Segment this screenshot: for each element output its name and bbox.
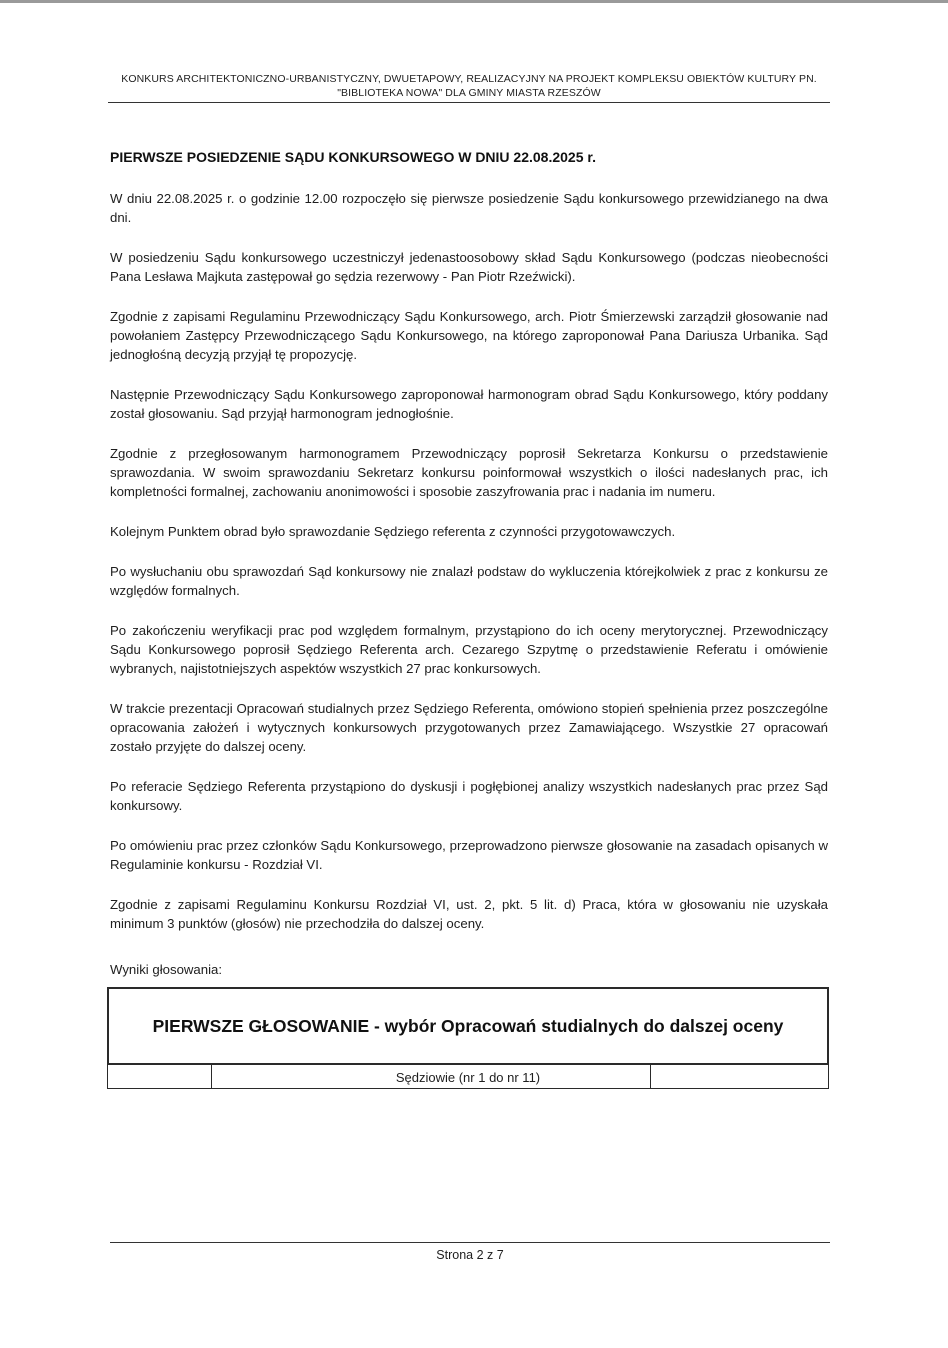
paragraph-presentation: W trakcie prezentacji Opracowań studialnych przez Sędziego Referenta, omówiono stopień spełnienia przez poszczególne opracowania założeń i wytycznych konkursowych przygotowanych przez Zamawiającego. Wszystkie 27 opracowań zostało przyjęte do dalszej oceny. bbox=[110, 701, 828, 754]
results-label: Wyniki głosowania: bbox=[110, 962, 223, 977]
header-rule bbox=[108, 102, 830, 103]
paragraph-discussion: Po referacie Sędziego Referenta przystąpiono do dyskusji i pogłębionej analizy wszystkich nadesłanych prac przez Sąd konkursowy. bbox=[110, 779, 828, 813]
paragraph-merit-review: Po zakończeniu weryfikacji prac pod względem formalnym, przystąpiono do ich oceny merytorycznej. Przewodniczący Sądu Konkursowego poprosił Sędziego Referenta arch. Cezarego Szpytmę o przedstawienie Referatu i omówienie wybranych, najistotniejszych aspektów wszystkich 27 prac konkursowych. bbox=[110, 623, 828, 676]
judges-header: Sędziowie (nr 1 do nr 11) bbox=[395, 1070, 541, 1085]
paragraph-secretary-report: Zgodnie z przegłosowanym harmonogramem Przewodniczący poprosił Sekretarza Konkursu o przedstawienie sprawozdania. W swoim sprawozdaniu Sekretarz konkursu poinformował wszystkich o ilości nadesłanych prac, ich kompletności formalnej, zachowaniu anonimowości i sposobie zaszyfrowania prac i nadania im numeru. bbox=[110, 446, 828, 499]
paragraph-schedule: Następnie Przewodniczący Sądu Konkursowego zaproponował harmonogram obrad Sądu Konkursowego, który poddany został głosowaniu. Sąd przyjął harmonogram jednogłośnie. bbox=[110, 387, 828, 421]
running-header-line-1: KONKURS ARCHITEKTONICZNO-URBANISTYCZNY, DWUETAPOWY, REALIZACYJNY NA PROJEKT KOMPLEKSU OBIEKTÓW KULTURY PN. bbox=[121, 73, 817, 85]
page-top-edge bbox=[0, 0, 948, 3]
paragraph-referee-report: Kolejnym Punktem obrad było sprawozdanie Sędziego referenta z czynności przygotowawczych. bbox=[110, 524, 676, 539]
body-text bbox=[110, 189, 828, 954]
paragraph-first-vote: Po omówieniu prac przez członków Sądu Konkursowego, przeprowadzono pierwsze głosowanie na zasadach opisanych w Regulaminie konkursu - Rozdział VI. bbox=[110, 838, 828, 872]
paragraph-opening: W dniu 22.08.2025 r. o godzinie 12.00 rozpoczęło się pierwsze posiedzenie Sądu konkursowego przewidzianego na dwa dni. bbox=[110, 191, 828, 225]
paragraph-deputy-chair: Zgodnie z zapisami Regulaminu Przewodniczący Sądu Konkursowego, arch. Piotr Śmierzewski zarządził głosowanie nad powołaniem Zastępcy Przewodniczącego Sądu Konkursowego, na którego zaproponował Pana Dariusza Urbanika. Sąd jednogłośną decyzją przyjął tę propozycję. bbox=[110, 309, 828, 362]
paragraph-composition: W posiedzeniu Sądu konkursowego uczestniczył jedenastoosobowy skład Sądu Konkursowego (podczas nieobecności Pana Lesława Majkuta zastępował go sędzia rezerwowy - Pan Piotr Rzeźwicki). bbox=[110, 250, 828, 284]
footer-rule bbox=[110, 1242, 830, 1243]
vote-box bbox=[107, 987, 829, 1065]
running-header bbox=[110, 72, 828, 100]
paragraph-vote-rule: Zgodnie z zapisami Regulaminu Konkursu Rozdział VI, ust. 2, pkt. 5 lit. d) Praca, która w głosowaniu nie uzyskała minimum 3 punktów (głosów) nie przechodziła do dalszej oceny. bbox=[110, 897, 828, 931]
paragraph-formal-check: Po wysłuchaniu obu sprawozdań Sąd konkursowy nie znalazł podstaw do wykluczenia którejkolwiek z prac z konkursu ze względów formalnych. bbox=[110, 564, 828, 598]
document-heading: PIERWSZE POSIEDZENIE SĄDU KONKURSOWEGO W DNIU 22.08.2025 r. bbox=[110, 149, 596, 165]
running-header-line-2: "BIBLIOTEKA NOWA" DLA GMINY MIASTA RZESZÓW bbox=[337, 87, 601, 99]
vote-box-title: PIERWSZE GŁOSOWANIE - wybór Opracowań studialnych do dalszej oceny bbox=[152, 1016, 784, 1036]
page-number: Strona 2 z 7 bbox=[436, 1248, 504, 1262]
vote-table-header-row bbox=[107, 1065, 829, 1089]
